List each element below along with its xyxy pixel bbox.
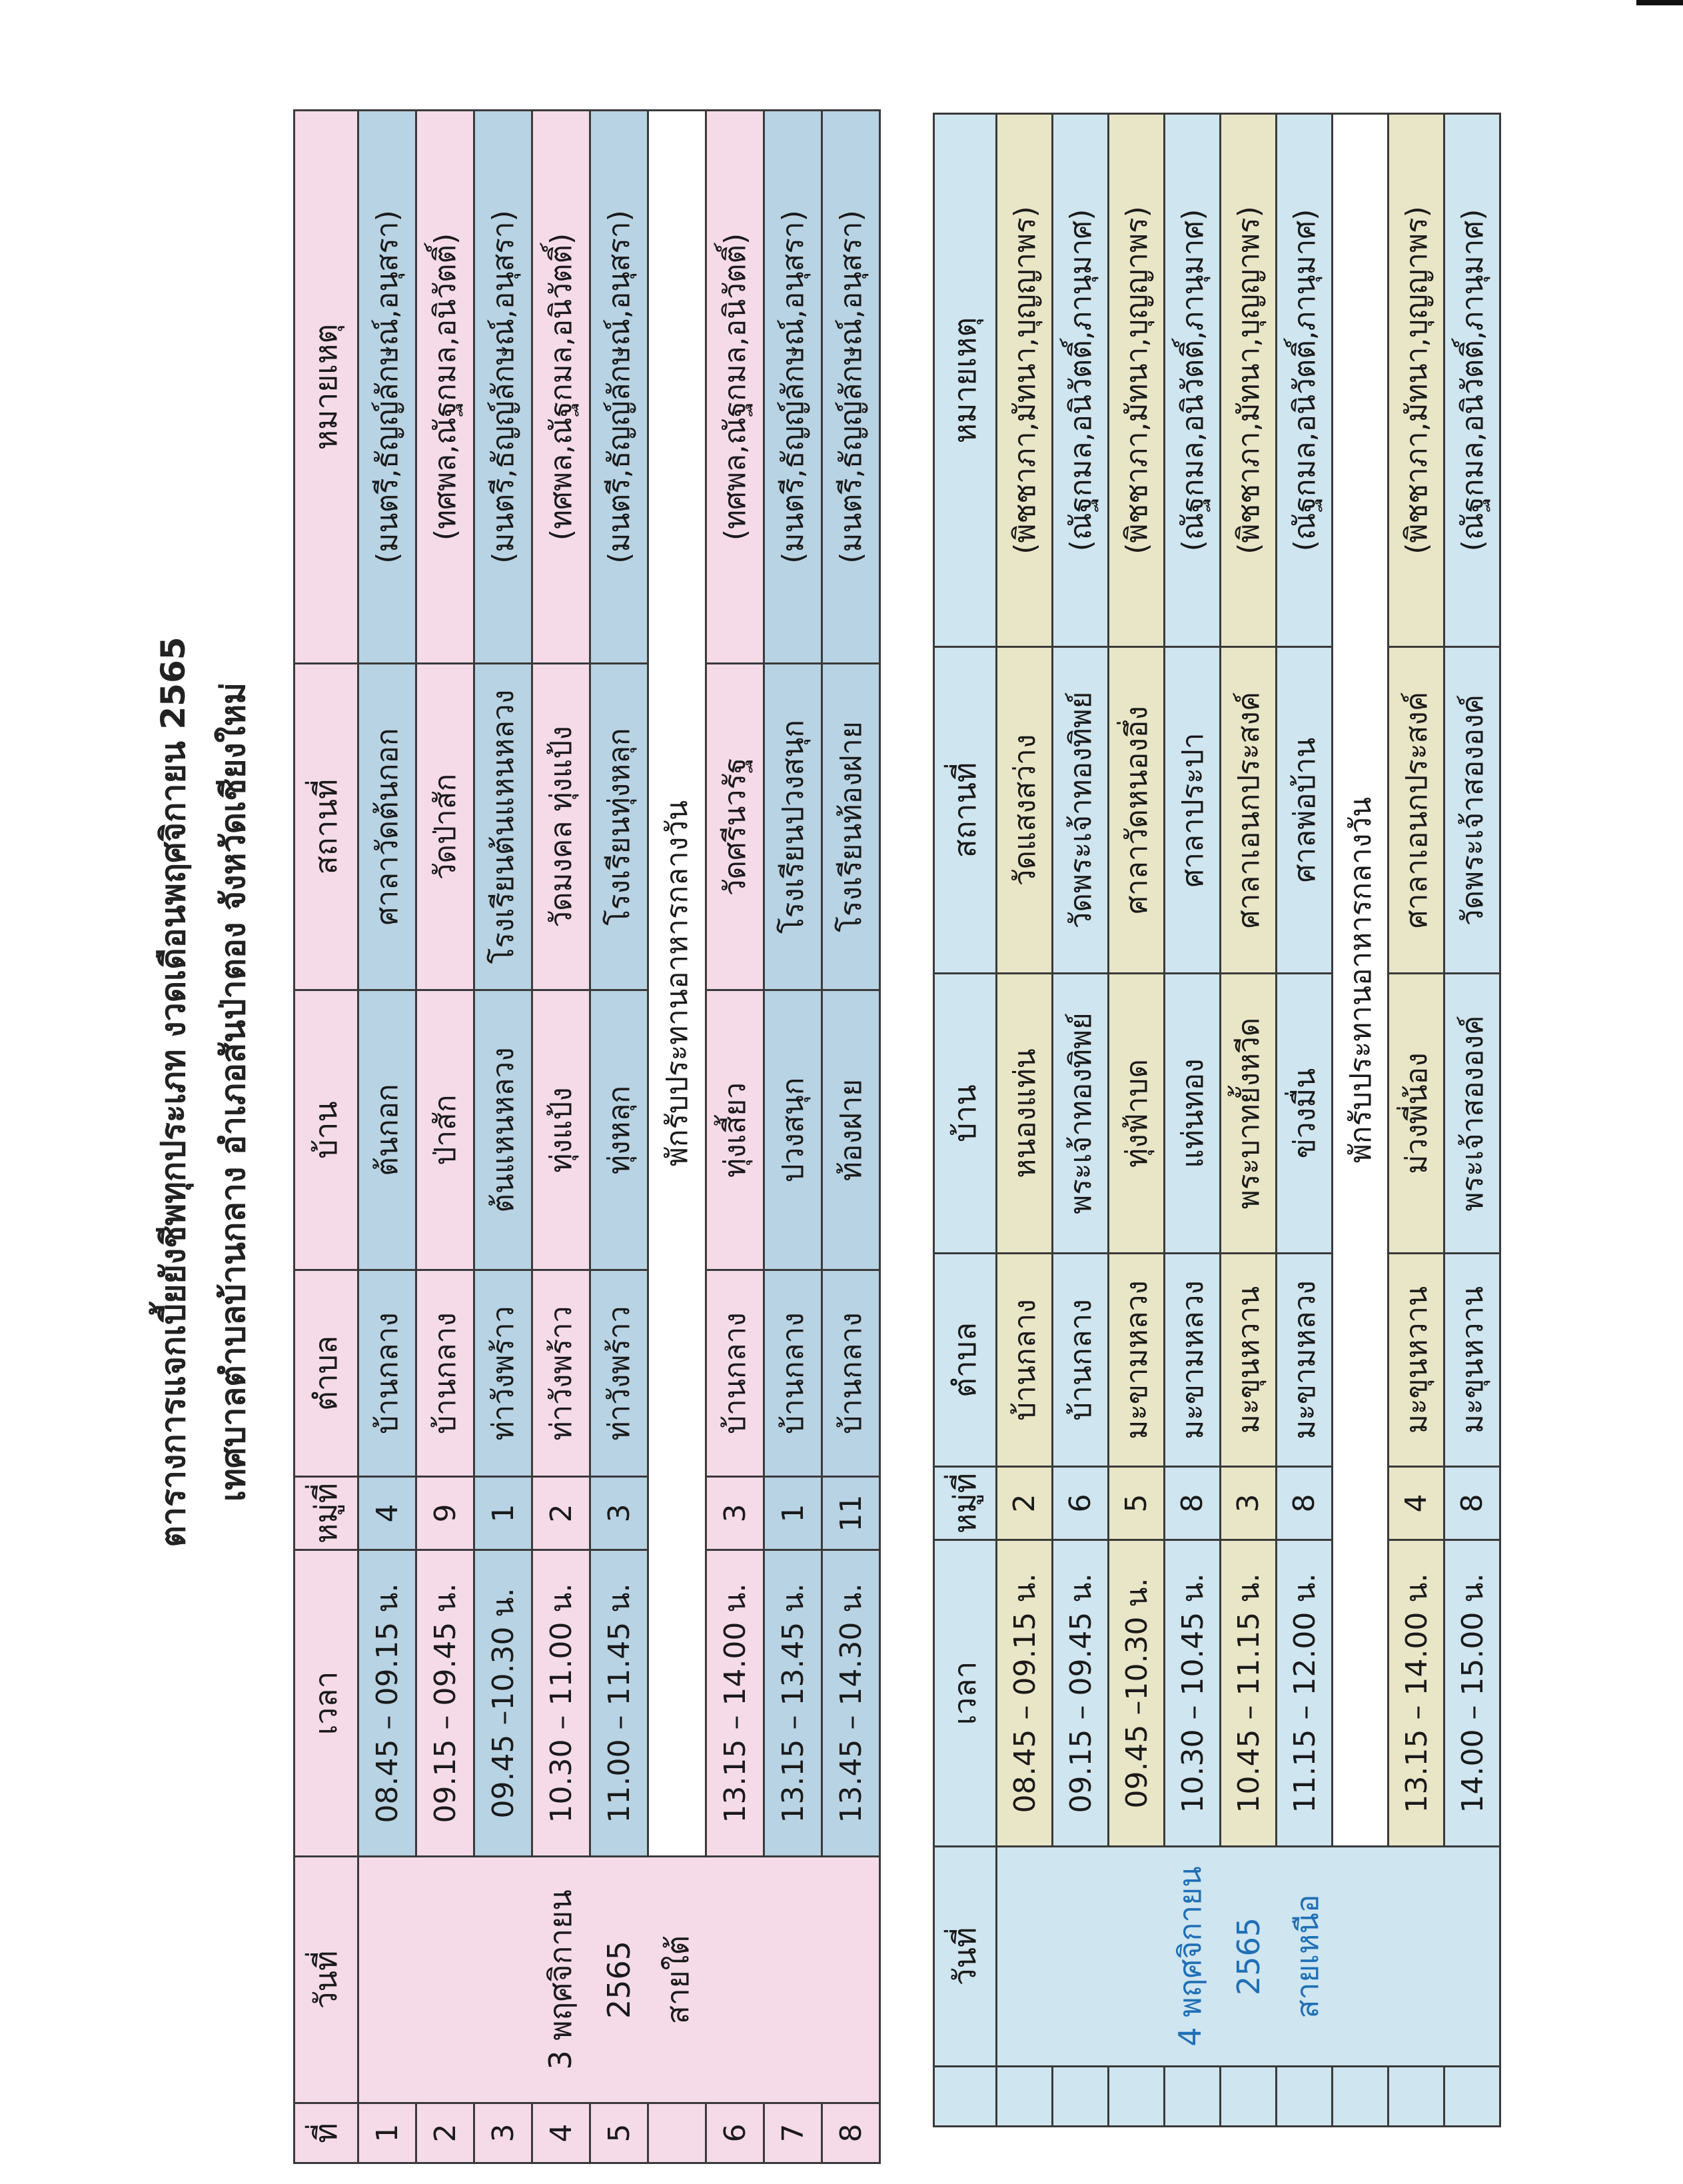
header-place: สถานที่: [294, 664, 358, 990]
cell-village: ป่าสัก: [416, 990, 474, 1270]
cell-time: 13.15 – 14.00 น.: [706, 1550, 764, 1857]
cell-village: ปวงสนุก: [764, 990, 822, 1270]
cell-moo: 4: [358, 1477, 416, 1550]
cell-moo: 8: [1277, 1467, 1333, 1540]
cell-moo: 8: [1165, 1467, 1221, 1540]
cell-time: 13.15 – 14.00 น.: [1389, 1540, 1444, 1847]
document-title: [143, 0, 263, 2184]
date-line-2: 2565: [601, 1940, 637, 2019]
cell-no: 7: [764, 2103, 822, 2163]
cell-tambon: บ้านกลาง: [1053, 1254, 1109, 1467]
cell-note: (มนตรี,ธัญญ์ลักษณ์,อนุสรา): [590, 111, 648, 664]
cell-time: 09.45 –10.30 น.: [474, 1550, 532, 1857]
cell-no: [648, 2103, 706, 2163]
date-line-2: 2565: [1230, 1917, 1267, 1996]
header-village: บ้าน: [934, 974, 997, 1254]
cell-no: [1333, 2067, 1389, 2127]
header-note: หมายเหตุ: [294, 111, 358, 664]
date-line-1: 3 พฤศจิกายน: [542, 1889, 578, 2070]
cell-note: (ณัฐกมล,อนิวัตติ์,ภานุมาศ): [1277, 114, 1333, 647]
cell-note: (มนตรี,ธัญญ์ลักษณ์,อนุสรา): [764, 111, 822, 664]
cell-no: 5: [590, 2103, 648, 2163]
title-line-2: เทศบาลตำบลบ้านกลาง อำเภอสันป่าตอง จังหวัดเชียงใหม่: [214, 682, 253, 1502]
cell-time: 11.00 – 11.45 น.: [590, 1550, 648, 1857]
header-date: วันที่: [934, 1847, 997, 2067]
cell-no: [997, 2067, 1053, 2127]
cell-no: 6: [706, 2103, 764, 2163]
cell-note: (ทศพล,ณัฐกมล,อนิวัตติ์): [532, 111, 590, 664]
cell-village: ข่วงมื่น: [1277, 974, 1333, 1254]
cell-moo: 1: [474, 1477, 532, 1550]
cell-no: 8: [822, 2103, 880, 2163]
header-note: หมายเหตุ: [934, 114, 997, 647]
cell-tambon: มะขามหลวง: [1109, 1254, 1165, 1467]
table-header-row: [294, 111, 358, 2163]
schedule-table-south: [293, 109, 881, 2164]
date-line-3: สายเหนือ: [1289, 1894, 1325, 2019]
cell-tambon: บ้านกลาง: [416, 1270, 474, 1477]
schedule-table-north: [933, 113, 1501, 2127]
cell-note: (ทศพล,ณัฐกมล,อนิวัตติ์): [706, 111, 764, 664]
cell-place: โรงเรียนท้องฝาย: [822, 664, 880, 990]
cell-moo: 3: [1221, 1467, 1277, 1540]
lunch-break: พักรับประทานอาหารกลางวัน: [1333, 114, 1389, 1847]
cell-time: 08.45 – 09.15 น.: [358, 1550, 416, 1857]
cell-moo: 8: [1444, 1467, 1500, 1540]
cell-note: (ณัฐกมล,อนิวัตติ์,ภานุมาศ): [1444, 114, 1500, 647]
header-no: ที่: [294, 2103, 358, 2163]
cell-moo: 9: [416, 1477, 474, 1550]
table-row: [1165, 114, 1221, 2127]
cell-tambon: มะขุนหวาน: [1444, 1254, 1500, 1467]
cell-village: ทุ่งหลุก: [590, 990, 648, 1270]
table-row: [764, 111, 822, 2163]
cell-no: 2: [416, 2103, 474, 2163]
cell-time: 09.45 –10.30 น.: [1109, 1540, 1165, 1847]
table-row: [997, 114, 1053, 2127]
header-place: สถานที่: [934, 647, 997, 974]
cell-place: วัดศรีนวรัฐ: [706, 664, 764, 990]
cell-village: ท้องฝาย: [822, 990, 880, 1270]
cell-tambon: บ้านกลาง: [706, 1270, 764, 1477]
cell-note: (ณัฐกมล,อนิวัตติ์,ภานุมาศ): [1165, 114, 1221, 647]
header-moo: หมู่ที่: [294, 1477, 358, 1550]
cell-moo: 4: [1389, 1467, 1444, 1540]
header-date: วันที่: [294, 1857, 358, 2103]
cell-village: ทุ่งฟ้าบด: [1109, 974, 1165, 1254]
cell-tambon: บ้านกลาง: [997, 1254, 1053, 1467]
cell-time: 10.30 – 10.45 น.: [1165, 1540, 1221, 1847]
cell-note: (มนตรี,ธัญญ์ลักษณ์,อนุสรา): [358, 111, 416, 664]
date-line-3: สายใต้: [660, 1935, 696, 2025]
cell-village: ทุ่งเสี้ยว: [706, 990, 764, 1270]
cell-moo: 5: [1109, 1467, 1165, 1540]
table-row: [358, 111, 416, 2163]
table-row: [1389, 114, 1444, 2127]
table-row: [1109, 114, 1165, 2127]
cell-no: [1444, 2067, 1500, 2127]
cell-time: 13.45 – 14.30 น.: [822, 1550, 880, 1857]
cell-no: 3: [474, 2103, 532, 2163]
table-row: [1277, 114, 1333, 2127]
cell-no: [934, 2067, 997, 2127]
table-row: [1221, 114, 1277, 2127]
cell-moo: 2: [997, 1467, 1053, 1540]
header-tambon: ตำบล: [294, 1270, 358, 1477]
header-tambon: ตำบล: [934, 1254, 997, 1467]
cell-moo: 3: [706, 1477, 764, 1550]
date-line-1: 4 พฤศจิกายน: [1171, 1866, 1208, 2047]
cell-place: ศาลาเอนกประสงค์: [1389, 647, 1444, 974]
cell-place: ศาลาวัดหนองอึ่ง: [1109, 647, 1165, 974]
cell-no: 4: [532, 2103, 590, 2163]
header-village: บ้าน: [294, 990, 358, 1270]
header-moo: หมู่ที่: [934, 1467, 997, 1540]
cell-no: [1109, 2067, 1165, 2127]
table-row: [1444, 114, 1500, 2127]
cell-moo: 6: [1053, 1467, 1109, 1540]
table-row: [1053, 114, 1109, 2127]
cell-place: วัดพระเจ้าทองทิพย์: [1053, 647, 1109, 974]
cell-moo: 2: [532, 1477, 590, 1550]
cell-note: (พิชชาภา,มัทนา,บุญญาพร): [1109, 114, 1165, 647]
title-line-1: ตารางการแจกเบี้ยยังชีพทุกประเภท งวดเดือนพฤศจิกายน 2565: [154, 636, 193, 1548]
cell-moo: 1: [764, 1477, 822, 1550]
cell-time: 14.00 – 15.00 น.: [1444, 1540, 1500, 1847]
cell-place: โรงเรียนปวงสนุก: [764, 664, 822, 990]
cell-village: พระบาทยั้งหวีด: [1221, 974, 1277, 1254]
cell-no: [1221, 2067, 1277, 2127]
cell-no: [1165, 2067, 1221, 2127]
table-row: [532, 111, 590, 2163]
cell-place: วัดมงคล ทุ่งแป้ง: [532, 664, 590, 990]
cell-moo: 3: [590, 1477, 648, 1550]
table-row: [474, 111, 532, 2163]
cell-note: (พิชชาภา,มัทนา,บุญญาพร): [1221, 114, 1277, 647]
cell-place: ศาลพ่อบ้าน: [1277, 647, 1333, 974]
lunch-break-row: [1333, 114, 1389, 2127]
cell-village: ต้นกอก: [358, 990, 416, 1270]
table-row: [822, 111, 880, 2163]
cell-time: 09.15 – 09.45 น.: [1053, 1540, 1109, 1847]
cell-village: ม่วงพี่น้อง: [1389, 974, 1444, 1254]
cell-place: วัดป่าสัก: [416, 664, 474, 990]
cell-village: พระเจ้าสององค์: [1444, 974, 1500, 1254]
cell-place: วัดพระเจ้าสององค์: [1444, 647, 1500, 974]
cell-tambon: บ้านกลาง: [822, 1270, 880, 1477]
cell-note: (ทศพล,ณัฐกมล,อนิวัตติ์): [416, 111, 474, 664]
cell-no: 1: [358, 2103, 416, 2163]
cell-place: โรงเรียนต้นแหนหลวง: [474, 664, 532, 990]
cell-village: หนองแท่น: [997, 974, 1053, 1254]
cell-no: [1053, 2067, 1109, 2127]
cell-tambon: มะขามหลวง: [1277, 1254, 1333, 1467]
table-row: [416, 111, 474, 2163]
table-row: [706, 111, 764, 2163]
cell-note: (ณัฐกมล,อนิวัตติ์,ภานุมาศ): [1053, 114, 1109, 647]
cell-time: 13.15 – 13.45 น.: [764, 1550, 822, 1857]
table-header-row: [934, 114, 997, 2127]
cell-place: โรงเรียนทุ่งหลุก: [590, 664, 648, 990]
header-time: เวลา: [934, 1540, 997, 1847]
lunch-break: พักรับประทานอาหารกลางวัน: [648, 111, 706, 1857]
cell-tambon: ท่าวังพร้าว: [532, 1270, 590, 1477]
cell-time: 10.30 – 11.00 น.: [532, 1550, 590, 1857]
cell-time: 08.45 – 09.15 น.: [997, 1540, 1053, 1847]
cell-village: แท่นทอง: [1165, 974, 1221, 1254]
cell-note: (พิชชาภา,มัทนา,บุญญาพร): [1389, 114, 1444, 647]
cell-no: [1277, 2067, 1333, 2127]
cell-tambon: มะขามหลวง: [1165, 1254, 1221, 1467]
cell-tambon: บ้านกลาง: [764, 1270, 822, 1477]
cell-moo: 11: [822, 1477, 880, 1550]
cell-date: [358, 1857, 880, 2103]
table-row: [590, 111, 648, 2163]
cell-tambon: ท่าวังพร้าว: [590, 1270, 648, 1477]
cell-note: (มนตรี,ธัญญ์ลักษณ์,อนุสรา): [822, 111, 880, 664]
cell-time: 09.15 – 09.45 น.: [416, 1550, 474, 1857]
cell-time: 10.45 – 11.15 น.: [1221, 1540, 1277, 1847]
cell-village: พระเจ้าทองทิพย์: [1053, 974, 1109, 1254]
cell-tambon: ท่าวังพร้าว: [474, 1270, 532, 1477]
cell-no: [1389, 2067, 1444, 2127]
cell-place: วัดแสงสว่าง: [997, 647, 1053, 974]
cell-note: (มนตรี,ธัญญ์ลักษณ์,อนุสรา): [474, 111, 532, 664]
cell-place: ศาลาเอนกประสงค์: [1221, 647, 1277, 974]
cell-time: 11.15 – 12.00 น.: [1277, 1540, 1333, 1847]
header-time: เวลา: [294, 1550, 358, 1857]
cell-place: ศาลาวัดต้นกอก: [358, 664, 416, 990]
cell-tambon: มะขุนหวาน: [1221, 1254, 1277, 1467]
cell-date: [997, 1847, 1500, 2067]
cell-tambon: บ้านกลาง: [358, 1270, 416, 1477]
lunch-break-row: [648, 111, 706, 2163]
cell-note: (พิชชาภา,มัทนา,บุญญาพร): [997, 114, 1053, 647]
cell-tambon: มะขุนหวาน: [1389, 1254, 1444, 1467]
cell-village: ทุ่งแป้ง: [532, 990, 590, 1270]
cell-place: ศาลาประปา: [1165, 647, 1221, 974]
cell-village: ต้นแหนหลวง: [474, 990, 532, 1270]
